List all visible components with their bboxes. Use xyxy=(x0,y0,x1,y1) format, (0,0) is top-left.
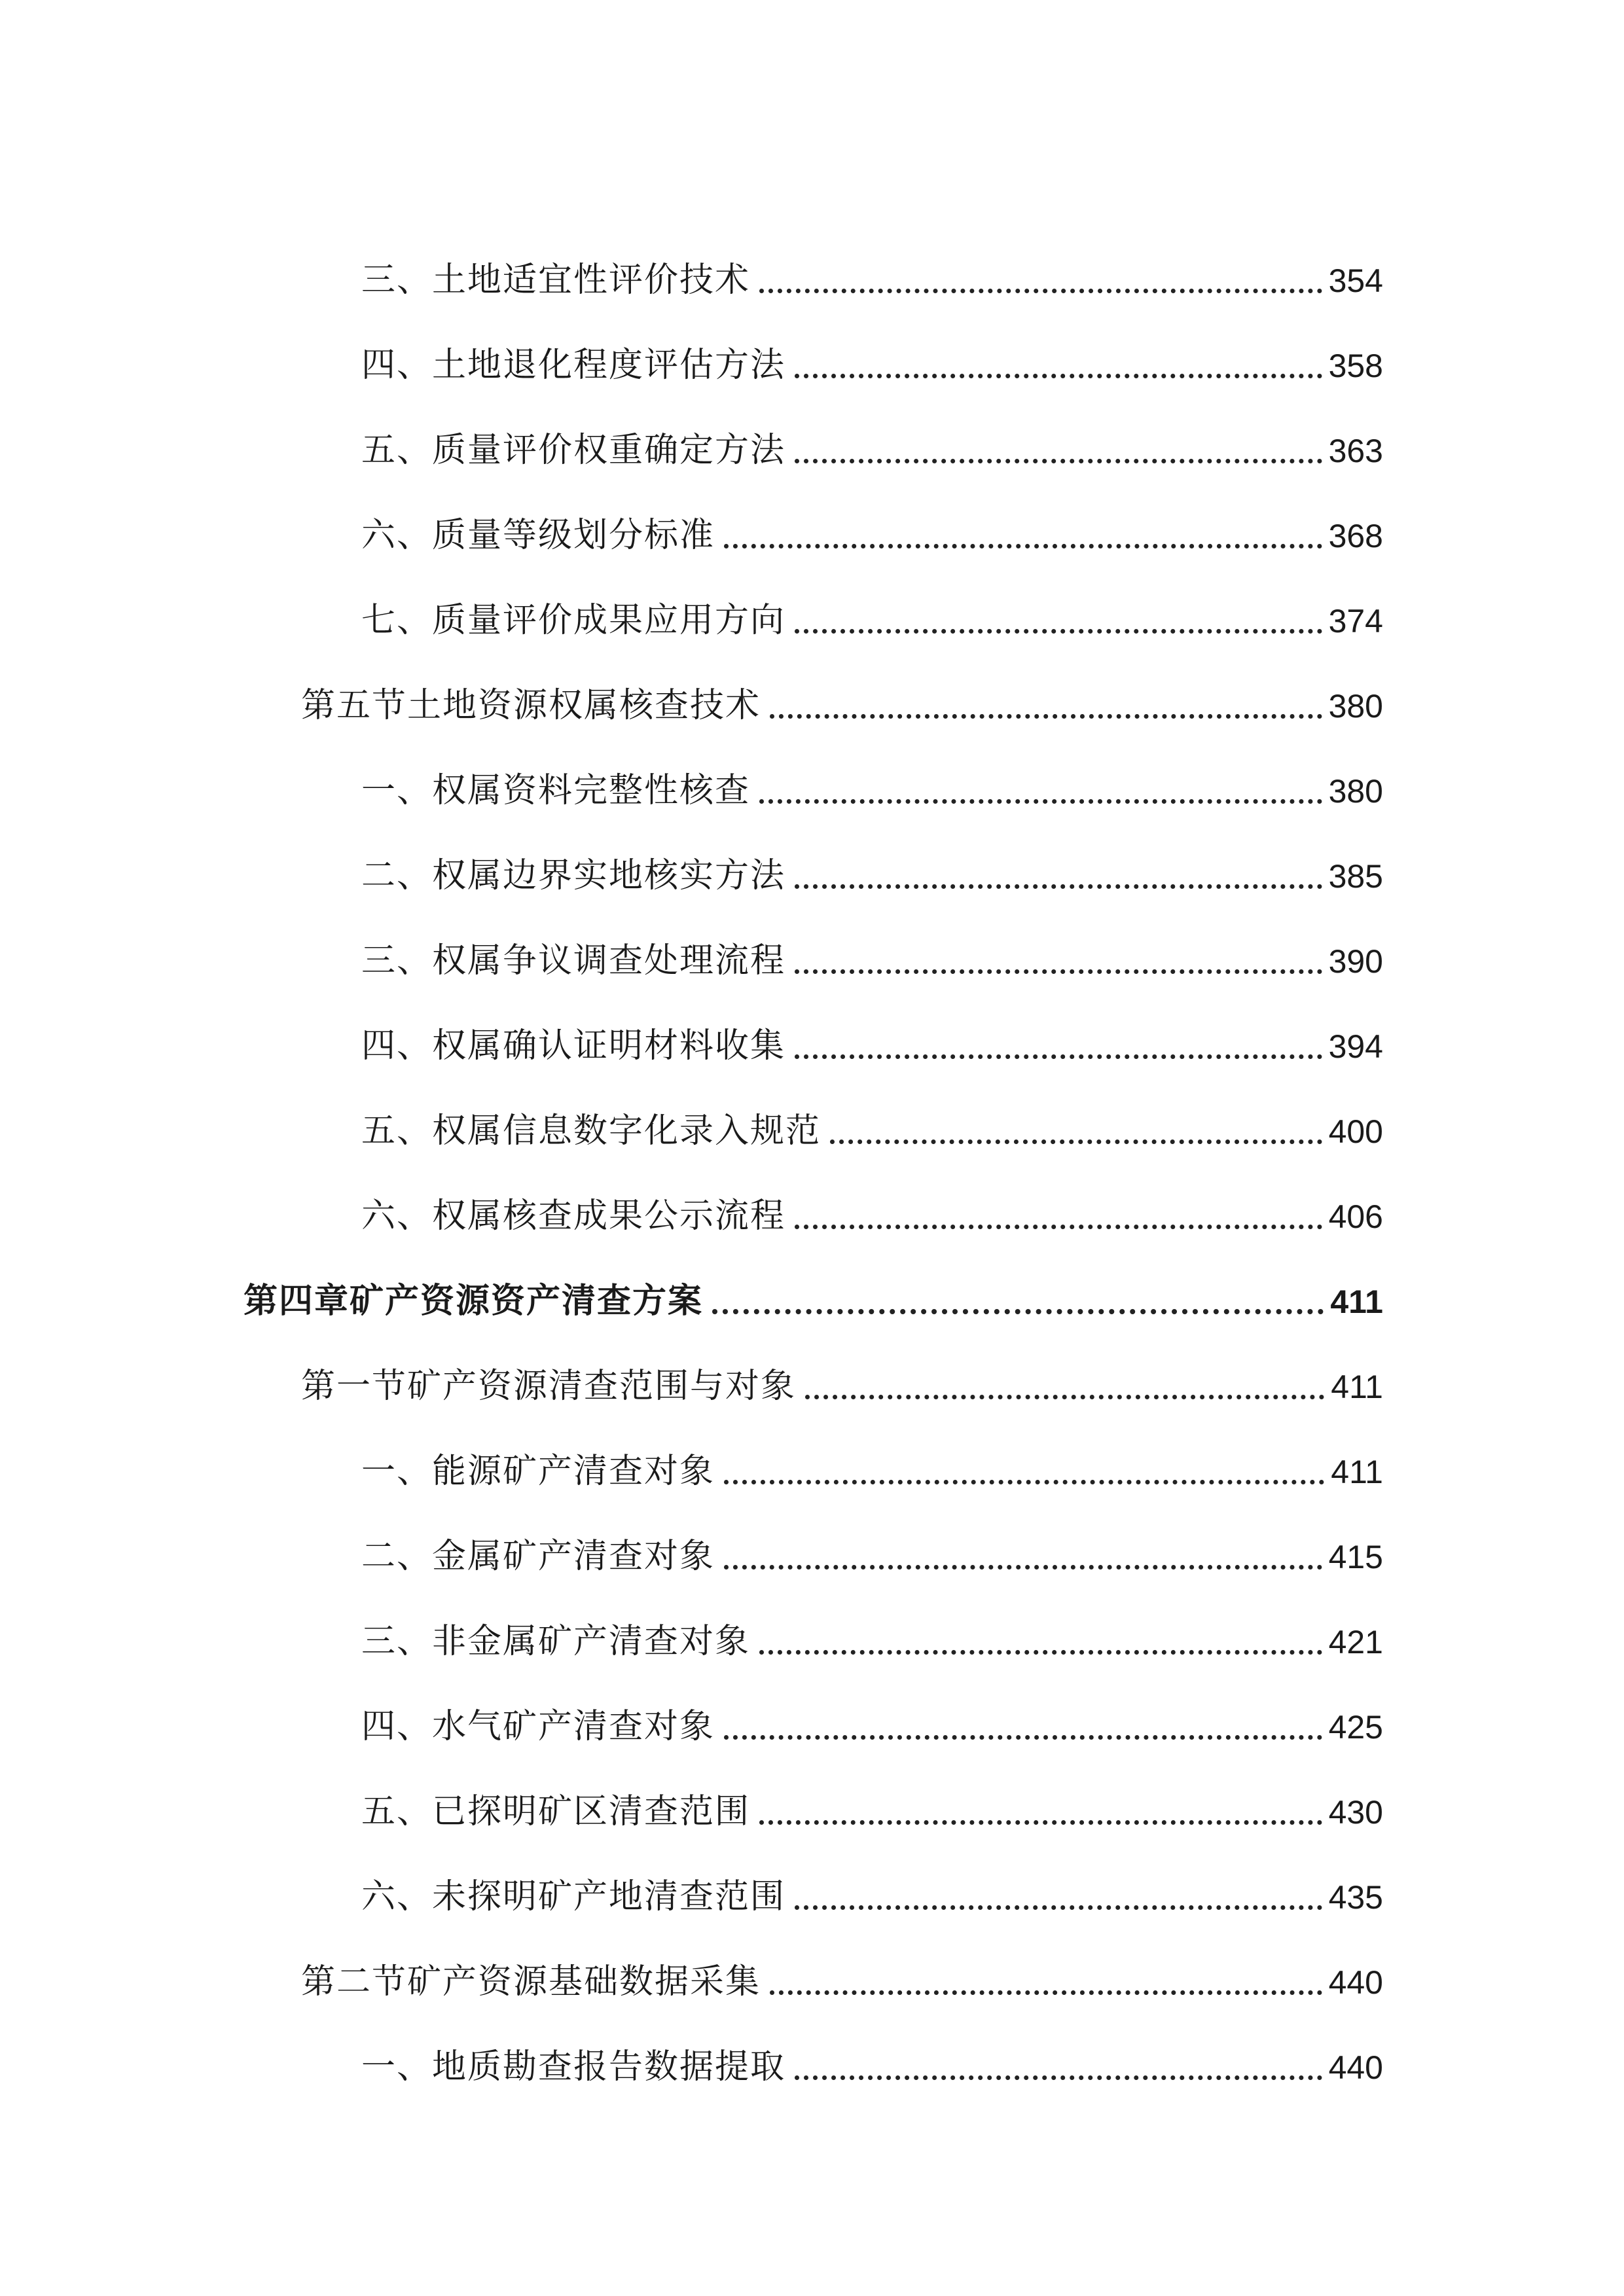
toc-entry-title: 四、权属确认证明材料收集 xyxy=(361,1026,786,1066)
toc-entry[interactable] xyxy=(0,1403,1624,1491)
toc-entry-page: 368 xyxy=(1328,518,1383,554)
toc-entry-page: 421 xyxy=(1328,1624,1383,1660)
toc-dot-leader xyxy=(724,1480,1324,1484)
toc-entry-title: 三、非金属矿产清查对象 xyxy=(361,1622,751,1661)
toc-entry-title: 七、质量评价成果应用方向 xyxy=(361,601,786,640)
toc-entry-title: 第四章矿产资源资产清查方案 xyxy=(244,1282,704,1321)
toc-entry[interactable] xyxy=(0,893,1624,978)
toc-dot-leader xyxy=(795,374,1322,378)
toc-entry-title: 一、权属资料完整性核查 xyxy=(361,771,751,810)
toc-dot-leader xyxy=(712,1309,1324,1314)
toc-entry-page: 374 xyxy=(1328,603,1383,639)
toc-entry[interactable] xyxy=(0,978,1624,1066)
toc-entry-title: 五、质量评价权重确定方法 xyxy=(361,431,786,470)
toc-entry[interactable] xyxy=(0,212,1624,300)
toc-entry-page: 435 xyxy=(1328,1879,1383,1916)
toc-entry-title: 一、地质勘查报告数据提取 xyxy=(361,2047,786,2087)
toc-dot-leader xyxy=(759,799,1322,804)
toc-entry[interactable] xyxy=(0,1659,1624,1744)
toc-dot-leader xyxy=(795,1905,1322,1910)
toc-dot-leader xyxy=(759,289,1322,293)
toc-entry-page: 380 xyxy=(1328,773,1383,810)
toc-entry-title: 三、权属争议调查处理流程 xyxy=(361,941,786,980)
toc-dot-leader xyxy=(830,1139,1322,1144)
toc-entry[interactable] xyxy=(0,1488,1624,1576)
toc-dot-leader xyxy=(795,2075,1322,2080)
toc-dot-leader xyxy=(795,629,1322,634)
toc-entry-page: 415 xyxy=(1328,1539,1383,1575)
toc-entry-title: 六、未探明矿产地清查范围 xyxy=(361,1877,786,1916)
toc-dot-leader xyxy=(759,1820,1322,1825)
toc-entry-page: 406 xyxy=(1328,1198,1383,1235)
toc-entry-page: 440 xyxy=(1328,1964,1383,2001)
toc-entry-page: 411 xyxy=(1331,1369,1383,1405)
toc-dot-leader xyxy=(724,544,1322,548)
toc-entry-title: 第二节矿产资源基础数据采集 xyxy=(301,1962,761,2001)
toc-entry-page: 390 xyxy=(1328,943,1383,980)
toc-entry-page: 385 xyxy=(1328,858,1383,895)
toc-entry[interactable] xyxy=(0,1999,1624,2087)
toc-entry-title: 三、土地适宜性评价技术 xyxy=(361,260,751,300)
toc-entry-page: 411 xyxy=(1331,1454,1383,1490)
toc-entry[interactable] xyxy=(0,552,1624,640)
toc-section-entry[interactable] xyxy=(0,1914,1624,1999)
toc-entry-page: 394 xyxy=(1328,1028,1383,1065)
toc-entry-page: 440 xyxy=(1328,2049,1383,2086)
toc-entry-title: 四、水气矿产清查对象 xyxy=(361,1707,715,1746)
toc-entry-page: 425 xyxy=(1328,1709,1383,1746)
toc-entry-title: 五、已探明矿区清查范围 xyxy=(361,1792,751,1831)
toc-dot-leader xyxy=(770,1990,1322,1995)
toc-chapter-entry[interactable] xyxy=(0,1233,1624,1321)
toc-entry[interactable] xyxy=(0,382,1624,470)
toc-entry-title: 四、土地退化程度评估方法 xyxy=(361,346,786,385)
toc-entry[interactable] xyxy=(0,808,1624,893)
toc-entry-title: 第一节矿产资源清查范围与对象 xyxy=(301,1367,797,1406)
toc-entry-page: 363 xyxy=(1328,433,1383,469)
toc-entry-title: 一、能源矿产清查对象 xyxy=(361,1452,715,1491)
toc-entry-page: 411 xyxy=(1330,1283,1383,1320)
toc-entry-title: 第五节土地资源权属核查技术 xyxy=(301,686,761,725)
toc-dot-leader xyxy=(795,1225,1322,1229)
toc-entry[interactable] xyxy=(0,1063,1624,1151)
toc-entry-page: 430 xyxy=(1328,1794,1383,1831)
toc-entry-page: 354 xyxy=(1328,262,1383,299)
toc-dot-leader xyxy=(724,1565,1322,1570)
toc-entry-page: 358 xyxy=(1328,348,1383,384)
toc-entry[interactable] xyxy=(0,1829,1624,1914)
toc-entry-title: 六、质量等级划分标准 xyxy=(361,516,715,555)
toc-entry-title: 六、权属核查成果公示流程 xyxy=(361,1196,786,1236)
table-of-contents xyxy=(0,212,1624,2087)
toc-entry-title: 二、金属矿产清查对象 xyxy=(361,1537,715,1576)
toc-dot-leader xyxy=(770,714,1322,719)
toc-entry[interactable] xyxy=(0,723,1624,808)
toc-entry[interactable] xyxy=(0,467,1624,555)
toc-dot-leader xyxy=(805,1395,1324,1399)
toc-dot-leader xyxy=(795,969,1322,974)
toc-dot-leader xyxy=(795,1054,1322,1059)
toc-entry[interactable] xyxy=(0,1573,1624,1659)
toc-dot-leader xyxy=(795,459,1322,463)
toc-dot-leader xyxy=(795,884,1322,889)
toc-section-entry[interactable] xyxy=(0,1318,1624,1406)
toc-dot-leader xyxy=(759,1650,1322,1655)
toc-entry-page: 400 xyxy=(1328,1113,1383,1150)
toc-entry[interactable] xyxy=(0,1148,1624,1236)
toc-dot-leader xyxy=(724,1735,1322,1740)
toc-entry[interactable] xyxy=(0,1744,1624,1829)
toc-section-entry[interactable] xyxy=(0,637,1624,723)
toc-entry-page: 380 xyxy=(1328,688,1383,725)
toc-entry-title: 二、权属边界实地核实方法 xyxy=(361,856,786,895)
toc-entry[interactable] xyxy=(0,297,1624,385)
toc-entry-title: 五、权属信息数字化录入规范 xyxy=(361,1111,821,1151)
